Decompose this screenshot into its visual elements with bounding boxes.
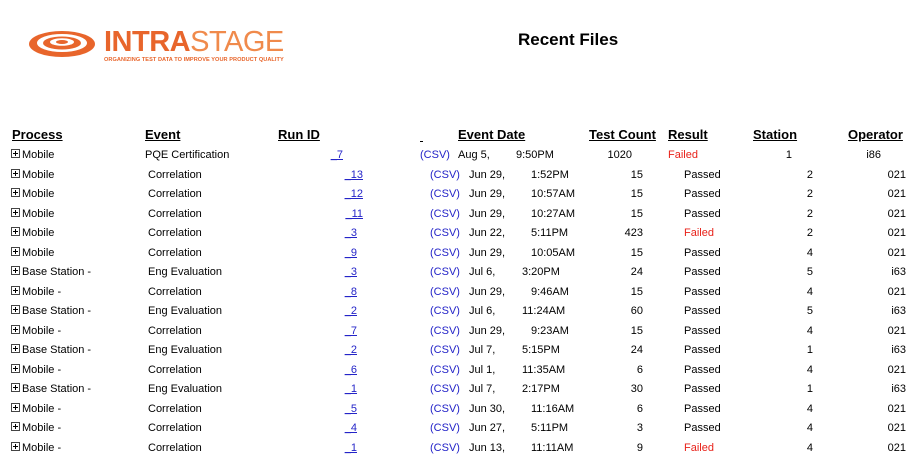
event-cell: Correlation <box>148 227 202 239</box>
header-result[interactable]: Result <box>668 127 708 142</box>
event-cell: PQE Certification <box>145 149 230 161</box>
expand-icon[interactable] <box>11 188 20 197</box>
event-time-cell: 9:50PM <box>516 149 554 161</box>
run-id-link[interactable]: _6 <box>344 363 357 376</box>
process-cell[interactable] <box>11 148 54 162</box>
event-date-cell: Jun 22, <box>469 227 506 239</box>
expand-icon[interactable] <box>11 169 20 178</box>
csv-link[interactable]: (CSV) <box>430 422 460 434</box>
expand-icon[interactable] <box>11 247 20 256</box>
process-label: Mobile <box>22 246 55 259</box>
event-cell: Eng Evaluation <box>148 344 222 356</box>
event-date-cell: Jun 29, <box>469 207 506 220</box>
event-date-cell: Jul 6, <box>469 266 496 278</box>
operator-cell: 021 <box>887 402 906 415</box>
event-time-cell: 10:05AM <box>531 246 576 259</box>
result-cell: Passed <box>684 344 721 356</box>
process-cell[interactable] <box>11 343 91 357</box>
process-label: Base Station - <box>22 344 92 356</box>
event-cell: Correlation <box>148 324 202 337</box>
table-row <box>0 168 914 187</box>
process-cell[interactable] <box>11 402 61 416</box>
process-label: Mobile - <box>22 402 62 415</box>
event-cell: Eng Evaluation <box>148 305 222 317</box>
process-label: Mobile <box>22 188 55 200</box>
event-date-cell: Jul 1, <box>469 363 496 376</box>
process-cell[interactable] <box>11 441 61 455</box>
csv-link[interactable]: (CSV) <box>430 168 460 181</box>
test-count-cell: 15 <box>630 207 643 220</box>
station-cell: 4 <box>806 285 813 298</box>
expand-icon[interactable] <box>11 286 20 295</box>
csv-link[interactable]: (CSV) <box>420 149 450 161</box>
test-count-cell: 15 <box>630 168 643 181</box>
test-count-cell: 3 <box>636 422 643 434</box>
test-count-cell: 6 <box>636 402 643 415</box>
csv-link[interactable]: (CSV) <box>430 344 460 356</box>
result-cell: Failed <box>684 441 714 454</box>
expand-icon[interactable] <box>11 325 20 334</box>
event-cell: Eng Evaluation <box>148 266 222 278</box>
run-id-link[interactable]: _12 <box>344 188 363 200</box>
table-row <box>0 421 914 440</box>
process-label: Base Station - <box>22 266 92 278</box>
event-date-cell: Jun 13, <box>469 441 506 454</box>
expand-icon[interactable] <box>11 364 20 373</box>
table-row <box>0 207 914 226</box>
station-cell: 1 <box>806 344 813 356</box>
event-date-cell: Jul 7, <box>469 344 496 356</box>
operator-cell: 021 <box>887 441 906 454</box>
process-cell[interactable] <box>11 382 91 396</box>
result-cell: Passed <box>684 246 721 259</box>
process-label: Mobile - <box>22 441 62 454</box>
run-id-link[interactable]: _2 <box>344 305 357 317</box>
operator-cell: 021 <box>887 246 906 259</box>
event-cell: Correlation <box>148 207 202 220</box>
event-time-cell: 5:11PM <box>531 422 569 434</box>
station-cell: 4 <box>806 246 813 259</box>
result-cell: Passed <box>684 188 721 200</box>
process-label: Mobile <box>22 149 55 161</box>
event-date-cell: Jun 29, <box>469 168 506 181</box>
expand-icon[interactable] <box>11 208 20 217</box>
station-cell: 2 <box>806 227 813 239</box>
process-cell[interactable] <box>11 207 54 221</box>
run-id-link[interactable]: _3 <box>344 266 357 278</box>
event-cell: Correlation <box>148 441 202 454</box>
event-cell: Correlation <box>148 422 202 434</box>
operator-cell: 021 <box>887 324 906 337</box>
header-operator[interactable]: Operator <box>848 127 903 142</box>
table-row <box>0 148 914 167</box>
test-count-cell: 15 <box>630 246 643 259</box>
event-time-cell: 1:52PM <box>531 168 569 181</box>
process-cell[interactable] <box>11 265 91 279</box>
table-row <box>0 363 914 382</box>
test-count-cell: 15 <box>630 285 643 298</box>
event-time-cell: 5:15PM <box>522 344 560 356</box>
run-id-link[interactable]: _9 <box>344 246 357 259</box>
test-count-cell: 30 <box>630 383 643 395</box>
operator-cell: 021 <box>887 207 906 220</box>
event-time-cell: 11:16AM <box>531 402 575 415</box>
event-cell: Correlation <box>148 285 202 298</box>
result-cell: Passed <box>684 266 721 278</box>
run-id-link[interactable]: _3 <box>344 227 357 239</box>
operator-cell: i63 <box>891 383 906 395</box>
result-cell: Passed <box>684 383 721 395</box>
run-id-link[interactable]: _7 <box>330 149 343 161</box>
process-label: Mobile <box>22 168 55 181</box>
operator-cell: 021 <box>887 285 906 298</box>
table-row <box>0 246 914 265</box>
page-title: Recent Files <box>518 30 619 49</box>
run-id-link[interactable]: _7 <box>344 324 357 337</box>
run-id-link[interactable]: _5 <box>344 402 357 415</box>
station-cell: 2 <box>806 207 813 220</box>
csv-link[interactable]: (CSV) <box>430 324 460 337</box>
test-count-cell: 6 <box>636 363 643 376</box>
table-row <box>0 285 914 304</box>
operator-cell: 021 <box>887 168 906 181</box>
header-run-id[interactable]: Run ID <box>278 127 320 142</box>
csv-link[interactable]: (CSV) <box>430 246 460 259</box>
station-cell: 2 <box>806 168 813 181</box>
station-cell: 4 <box>806 422 813 434</box>
result-cell: Passed <box>684 207 721 220</box>
table-row <box>0 324 914 343</box>
event-date-cell: Jun 27, <box>469 422 506 434</box>
csv-link[interactable]: (CSV) <box>430 441 460 454</box>
event-date-cell: Jul 7, <box>469 383 496 395</box>
csv-link[interactable]: (CSV) <box>430 227 460 239</box>
process-cell[interactable] <box>11 187 54 201</box>
test-count-cell: 24 <box>630 266 643 278</box>
event-time-cell: 9:46AM <box>531 285 569 298</box>
operator-cell: i63 <box>891 305 906 317</box>
station-cell: 4 <box>806 324 813 337</box>
logo-tagline: ORGANIZING TEST DATA TO IMPROVE YOUR PRODUCT QUALITY <box>104 57 284 63</box>
csv-link[interactable]: (CSV) <box>430 285 460 298</box>
operator-cell: 021 <box>887 188 906 200</box>
test-count-cell: 60 <box>630 305 643 317</box>
table-row <box>0 265 914 284</box>
event-time-cell: 9:23AM <box>531 324 569 337</box>
operator-cell: i63 <box>891 266 906 278</box>
event-date-cell: Jul 6, <box>469 305 496 317</box>
event-date-cell: Aug 5, <box>458 149 490 161</box>
csv-link[interactable]: (CSV) <box>430 305 460 317</box>
run-id-link[interactable]: _1 <box>344 383 357 395</box>
event-date-cell: Jun 29, <box>469 188 506 200</box>
event-time-cell: 10:27AM <box>531 207 576 220</box>
table-row <box>0 441 914 460</box>
csv-link[interactable]: (CSV) <box>430 363 460 376</box>
process-label: Mobile - <box>22 324 62 337</box>
station-cell: 4 <box>806 402 813 415</box>
run-id-link[interactable]: _11 <box>345 207 363 220</box>
station-cell: 1 <box>806 383 813 395</box>
station-cell: 5 <box>806 305 813 317</box>
result-cell: Passed <box>684 285 721 298</box>
expand-icon[interactable] <box>11 305 20 314</box>
run-id-link[interactable]: _4 <box>344 422 357 434</box>
operator-cell: 021 <box>887 363 906 376</box>
result-cell: Passed <box>684 305 721 317</box>
event-time-cell: 5:11PM <box>531 227 569 239</box>
event-time-cell: 3:20PM <box>522 266 560 278</box>
event-cell: Correlation <box>148 363 202 376</box>
process-label: Base Station - <box>22 383 92 395</box>
process-label: Mobile <box>22 207 55 220</box>
process-cell[interactable] <box>11 285 61 299</box>
header-event-date[interactable]: Event Date <box>458 127 526 142</box>
table-row <box>0 187 914 206</box>
process-cell[interactable] <box>11 324 61 338</box>
process-label: Mobile - <box>22 422 62 434</box>
csv-link[interactable]: (CSV) <box>430 266 460 278</box>
event-time-cell: 11:24AM <box>522 305 566 317</box>
run-id-link[interactable]: _2 <box>344 344 357 356</box>
event-time-cell: 11:35AM <box>522 363 566 376</box>
process-cell[interactable] <box>11 168 54 182</box>
expand-icon[interactable] <box>11 266 20 275</box>
operator-cell: 021 <box>887 227 906 239</box>
result-cell: Passed <box>684 402 721 415</box>
event-cell: Eng Evaluation <box>148 383 222 395</box>
header-event[interactable]: Event <box>145 127 181 142</box>
station-cell: 4 <box>806 441 813 454</box>
run-id-link[interactable]: _1 <box>344 441 357 454</box>
test-count-cell: 24 <box>630 344 643 356</box>
expand-icon[interactable] <box>11 149 20 158</box>
operator-cell: i63 <box>891 344 906 356</box>
event-date-cell: Jun 29, <box>469 246 506 259</box>
test-count-cell: 15 <box>630 324 643 337</box>
process-cell[interactable] <box>11 363 61 377</box>
station-cell: 5 <box>806 266 813 278</box>
header-station[interactable]: Station <box>753 127 798 142</box>
process-label: Mobile - <box>22 363 62 376</box>
operator-cell: 021 <box>887 422 906 434</box>
table-row <box>0 226 914 245</box>
header-test-count[interactable]: Test Count <box>589 127 656 142</box>
table-row <box>0 304 914 323</box>
csv-link[interactable]: (CSV) <box>430 383 460 395</box>
event-time-cell: 2:17PM <box>522 383 560 395</box>
expand-icon[interactable] <box>11 383 20 392</box>
event-date-cell: Jun 29, <box>469 324 506 337</box>
expand-icon[interactable] <box>11 442 20 451</box>
result-cell: Passed <box>684 168 721 181</box>
result-cell: Passed <box>684 422 721 434</box>
result-cell: Failed <box>684 227 714 239</box>
csv-link[interactable]: (CSV) <box>430 207 460 220</box>
expand-icon[interactable] <box>11 344 20 353</box>
process-label: Mobile <box>22 227 55 239</box>
test-count-cell: 15 <box>630 188 643 200</box>
event-time-cell: 10:57AM <box>531 188 576 200</box>
process-cell[interactable] <box>11 246 54 260</box>
csv-link[interactable]: (CSV) <box>430 188 460 200</box>
process-cell[interactable] <box>11 421 61 435</box>
test-count-cell: 423 <box>624 227 643 239</box>
table-row <box>0 382 914 401</box>
table-row <box>0 343 914 362</box>
operator-cell: i86 <box>866 149 881 161</box>
station-cell: 2 <box>806 188 813 200</box>
expand-icon[interactable] <box>11 403 20 412</box>
test-count-cell: 9 <box>636 441 643 454</box>
header-process[interactable]: Process <box>12 127 63 142</box>
run-id-link[interactable]: _13 <box>344 168 363 181</box>
station-cell: 4 <box>806 363 813 376</box>
expand-icon[interactable] <box>11 227 20 236</box>
result-cell: Failed <box>668 149 698 161</box>
logo-wordmark: INTRASTAGE <box>104 26 284 58</box>
process-label: Mobile - <box>22 285 62 298</box>
event-cell: Correlation <box>148 402 202 415</box>
table-row <box>0 402 914 421</box>
csv-link[interactable]: (CSV) <box>430 402 460 415</box>
result-cell: Passed <box>684 363 721 376</box>
event-date-cell: Jun 30, <box>469 402 506 415</box>
event-date-cell: Jun 29, <box>469 285 506 298</box>
event-cell: Correlation <box>148 246 202 259</box>
result-cell: Passed <box>684 324 721 337</box>
test-count-cell: 1020 <box>607 149 632 161</box>
event-time-cell: 11:11AM <box>531 441 574 454</box>
process-cell[interactable] <box>11 226 54 240</box>
event-cell: Correlation <box>148 188 202 200</box>
process-label: Base Station - <box>22 305 92 317</box>
expand-icon[interactable] <box>11 422 20 431</box>
event-cell: Correlation <box>148 168 202 181</box>
process-cell[interactable] <box>11 304 91 318</box>
run-id-link[interactable]: _8 <box>344 285 357 298</box>
station-cell: 1 <box>785 149 792 161</box>
